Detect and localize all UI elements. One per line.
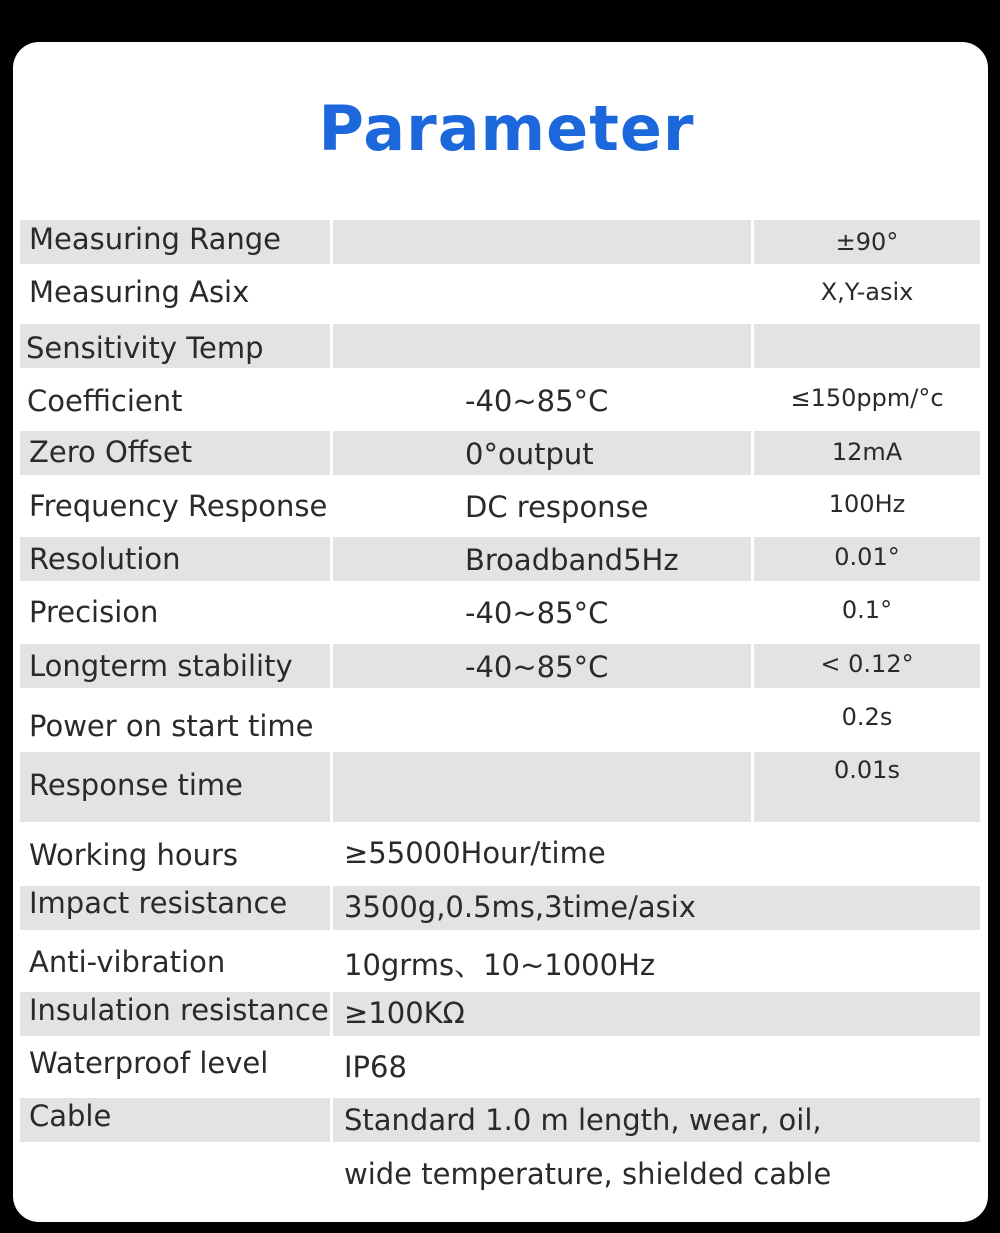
row-value: ≤150ppm/°c: [790, 384, 944, 412]
row-value: 100Hz: [828, 490, 906, 518]
row-label: Measuring Range: [29, 222, 282, 256]
row-label: Response time: [29, 768, 244, 802]
spec-label: Insulation resistance: [29, 993, 329, 1027]
spec-label: Working hours: [29, 838, 239, 872]
spec-label: Anti-vibration: [29, 945, 226, 979]
row-value: < 0.12°: [820, 650, 914, 678]
row-middle: 0°output: [465, 437, 594, 471]
spec-label: Cable: [29, 1099, 112, 1133]
spec-value: 3500g,0.5ms,3time/asix: [344, 890, 696, 924]
row-label: Power on start time: [29, 709, 314, 743]
row-label: Coefficient: [27, 384, 183, 418]
row-label: Measuring Asix: [29, 275, 250, 309]
row-middle: -40~85°C: [465, 596, 609, 630]
spec-value: IP68: [344, 1050, 407, 1084]
row-label: Resolution: [29, 542, 181, 576]
row-value: 12mA: [831, 438, 903, 466]
row-label: Frequency Response: [29, 489, 328, 523]
spec-value: 10grms、10~1000Hz: [344, 948, 656, 982]
row-value: 0.1°: [841, 596, 893, 624]
parameter-card: [13, 42, 988, 1222]
row-value: ±90°: [835, 228, 899, 256]
spec-value: Standard 1.0 m length, wear, oil,: [344, 1103, 822, 1137]
row-label: Sensitivity Temp: [26, 331, 264, 365]
row-value: 0.01°: [834, 543, 900, 571]
row-value: X,Y-asix: [820, 278, 914, 306]
row-middle: DC response: [465, 490, 649, 524]
row-value: 0.2s: [841, 703, 893, 731]
row-label: Longterm stability: [29, 649, 293, 683]
row-label: Precision: [29, 595, 159, 629]
spec-label: Waterproof level: [29, 1046, 269, 1080]
spec-value: ≥100KΩ: [344, 996, 465, 1030]
spec-value-line2: wide temperature, shielded cable: [344, 1157, 832, 1191]
row-value: 0.01s: [834, 756, 900, 784]
row-middle: -40~85°C: [465, 650, 609, 684]
row-middle: -40~85°C: [465, 384, 609, 418]
spec-value: ≥55000Hour/time: [344, 836, 606, 870]
row-middle: Broadband5Hz: [465, 543, 679, 577]
row-label: Zero Offset: [29, 435, 193, 469]
page-title: Parameter: [318, 92, 695, 165]
spec-label: Impact resistance: [29, 886, 288, 920]
